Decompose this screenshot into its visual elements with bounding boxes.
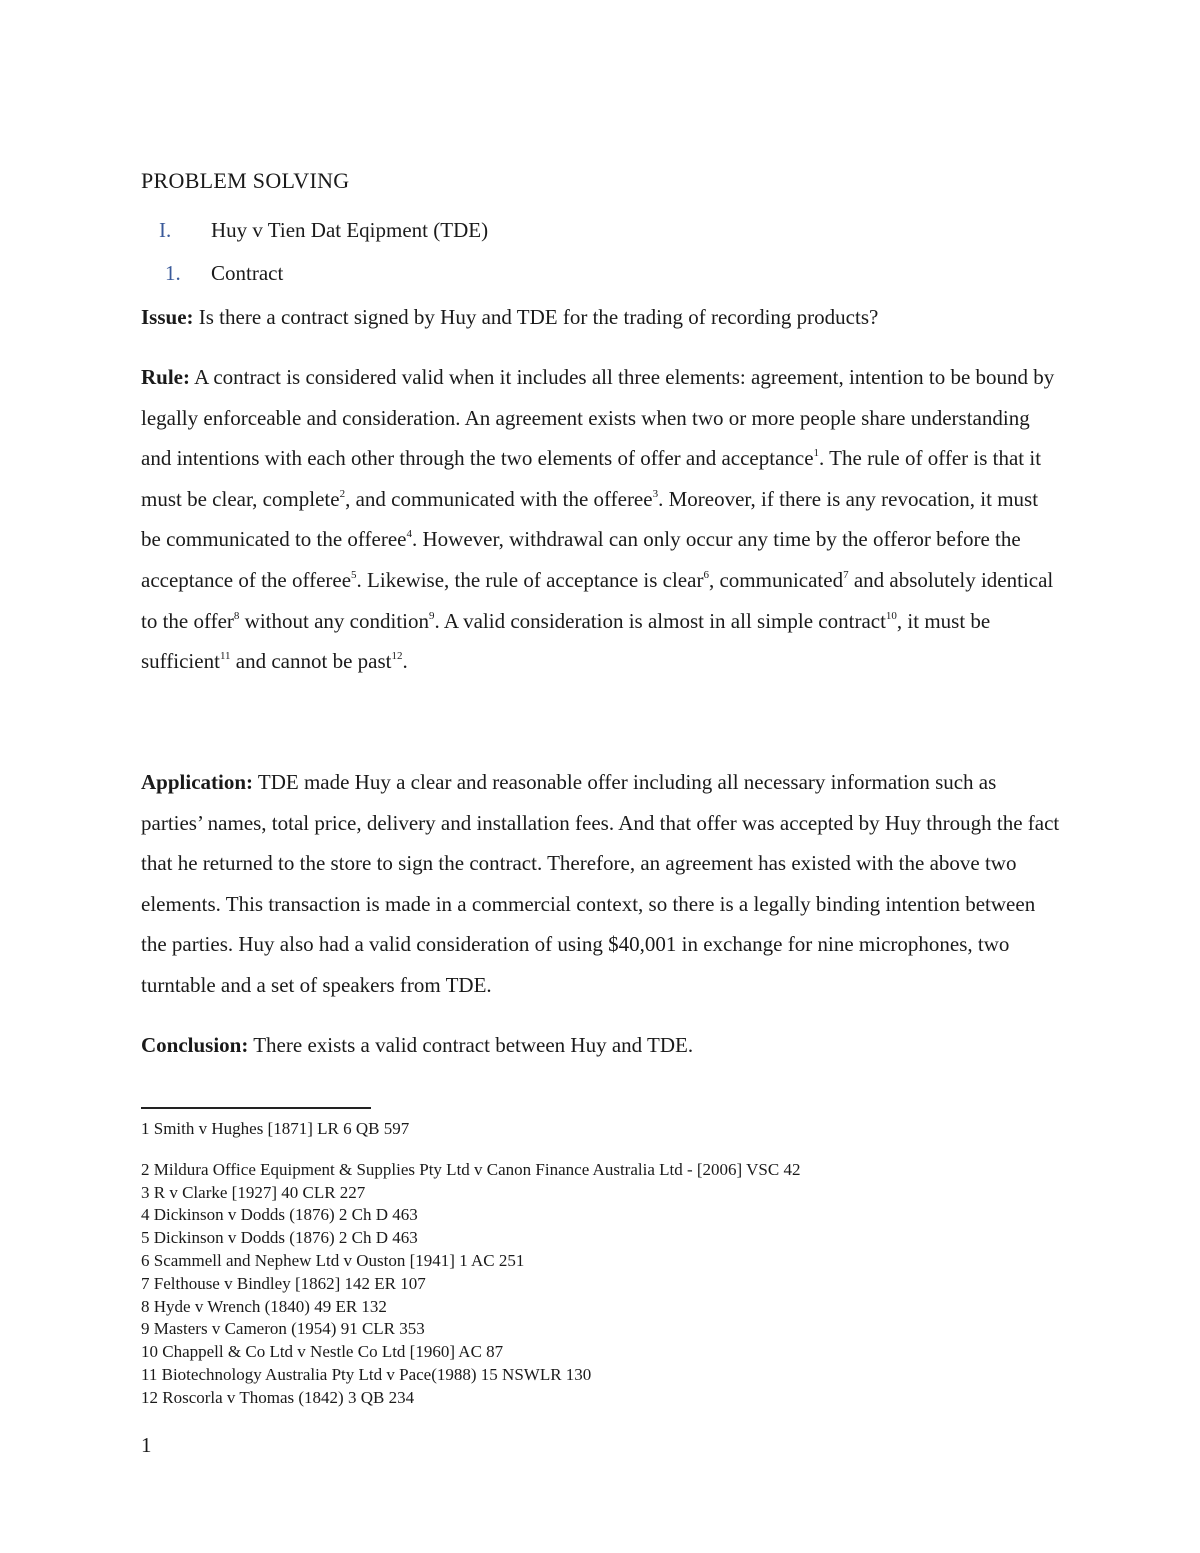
footnote-number: 3 bbox=[141, 1182, 150, 1202]
issue-label: Issue: bbox=[141, 305, 194, 329]
rule-text: . However, withdrawal can only occur any time by the offeror before the acceptance of the offeree bbox=[141, 527, 1021, 592]
footnote-item bbox=[141, 1341, 1141, 1364]
footnote-item bbox=[141, 1159, 1141, 1182]
footnote-text: R v Clarke [1927] 40 CLR 227 bbox=[153, 1182, 366, 1202]
footnote-text: Dickinson v Dodds (1876) 2 Ch D 463 bbox=[153, 1205, 418, 1225]
subsection-heading bbox=[141, 261, 1041, 286]
footnote-number: 7 bbox=[141, 1273, 150, 1293]
application-label: Application: bbox=[141, 770, 254, 794]
footnote-ref[interactable]: 2 bbox=[339, 487, 346, 500]
footnote-number: 5 bbox=[141, 1228, 150, 1248]
conclusion-label: Conclusion: bbox=[141, 1033, 249, 1057]
application-text: TDE made Huy a clear and reasonable offer including all necessary information such as parties’ names, total price, delivery and installation fees. And that offer was accepted by Huy through the fact that he returned to the store to sign the contract. Therefore, an agreement has existed with the above two elements. This transaction is made in a commercial context, so there is a legally binding intention between the parties. Huy also had a valid consideration of using $40,001 in exchange for nine microphones, two turntable and a set of speakers from TDE. bbox=[141, 770, 1060, 997]
conclusion-paragraph bbox=[141, 1025, 1061, 1066]
issue-paragraph bbox=[141, 297, 1061, 338]
footnote-ref[interactable]: 5 bbox=[351, 568, 357, 581]
footnote-text: Masters v Cameron (1954) 91 CLR 353 bbox=[153, 1319, 425, 1339]
rule-text: A contract is considered valid when it includes all three elements: agreement, intention to be bound by legally enforceable and consideration. An agreement exists when two or more people share understanding and intentions with each other through the two elements of offer and acceptance bbox=[141, 365, 1055, 471]
subsection-number: 1. bbox=[165, 261, 181, 285]
footnote-ref[interactable]: 3 bbox=[652, 487, 659, 500]
footnotes-list bbox=[141, 1118, 1141, 1410]
subsection-title: Contract bbox=[211, 261, 284, 285]
footnote-ref[interactable]: 4 bbox=[406, 528, 412, 541]
footnote-item bbox=[141, 1273, 1141, 1296]
rule-text: . Moreover, if there is any revocation, it must be communicated to the offeree bbox=[141, 486, 1039, 552]
footnote-text: Roscorla v Thomas (1842) 3 QB 234 bbox=[162, 1387, 415, 1407]
footnote-item bbox=[141, 1318, 1141, 1341]
rule-text: , communicated bbox=[708, 567, 844, 592]
footnote-number: 9 bbox=[141, 1319, 150, 1339]
rule-text: , it must be sufficient bbox=[141, 608, 991, 674]
footnote-number: 10 bbox=[141, 1342, 158, 1362]
page-number: 1 bbox=[141, 1433, 152, 1457]
footnote-number: 4 bbox=[141, 1205, 150, 1225]
footnote-ref[interactable]: 6 bbox=[703, 568, 709, 581]
rule-text: . bbox=[402, 649, 408, 674]
footnote-text: Chappell & Co Ltd v Nestle Co Ltd [1960] AC 87 bbox=[162, 1342, 504, 1362]
footnote-text: Smith v Hughes [1871] LR 6 QB 597 bbox=[153, 1119, 410, 1138]
footnote-ref[interactable]: 1 bbox=[813, 447, 820, 460]
page-title: PROBLEM SOLVING bbox=[141, 168, 350, 193]
footnote-number: 1 bbox=[141, 1119, 150, 1138]
footnote-text: Scammell and Nephew Ltd v Ouston [1941] 1 AC 251 bbox=[153, 1250, 525, 1270]
section-title: Huy v Tien Dat Eqipment (TDE) bbox=[211, 218, 489, 242]
footnote-number: 12 bbox=[141, 1387, 158, 1407]
footnote-ref[interactable]: 11 bbox=[219, 650, 231, 663]
footnote-text: Dickinson v Dodds (1876) 2 Ch D 463 bbox=[153, 1228, 418, 1248]
footnote-text: Hyde v Wrench (1840) 49 ER 132 bbox=[153, 1296, 387, 1316]
footnote-ref[interactable]: 10 bbox=[885, 609, 897, 622]
issue-text: Is there a contract signed by Huy and TDE for the trading of recording products? bbox=[193, 305, 879, 329]
footnote-number: 2 bbox=[141, 1159, 150, 1179]
footnote-separator bbox=[141, 1107, 371, 1109]
footnote-item bbox=[141, 1204, 1141, 1227]
section-number: I. bbox=[159, 218, 172, 242]
footnote-text: Biotechnology Australia Pty Ltd v Pace(1988) 15 NSWLR 130 bbox=[161, 1364, 592, 1384]
footnote-ref[interactable]: 9 bbox=[429, 609, 435, 622]
footnote-item bbox=[141, 1118, 1141, 1141]
footnote-number: 8 bbox=[141, 1296, 150, 1316]
footnote-number: 11 bbox=[141, 1364, 158, 1384]
rule-text: without any condition bbox=[239, 608, 429, 633]
rule-text: . The rule of offer is that it must be clear, complete bbox=[141, 446, 1042, 511]
application-paragraph bbox=[141, 762, 1061, 1006]
footnote-ref[interactable]: 8 bbox=[233, 609, 240, 622]
rule-text: and cannot be past bbox=[230, 649, 392, 674]
rule-paragraph bbox=[141, 357, 1061, 682]
footnote-number: 6 bbox=[141, 1250, 150, 1270]
conclusion-text: There exists a valid contract between Huy and TDE. bbox=[248, 1033, 694, 1057]
footnote-item bbox=[141, 1387, 1141, 1410]
footnote-text: Felthouse v Bindley [1862] 142 ER 107 bbox=[153, 1273, 426, 1293]
rule-text: , and communicated with the offeree bbox=[345, 486, 653, 511]
footnote-text: Mildura Office Equipment & Supplies Pty Ltd v Canon Finance Australia Ltd - [2006] VSC 42 bbox=[153, 1159, 801, 1179]
footnote-item bbox=[141, 1227, 1141, 1250]
footnote-ref[interactable]: 12 bbox=[391, 650, 403, 663]
rule-text: and absolutely identical to the offer bbox=[141, 567, 1054, 633]
section-heading bbox=[141, 218, 1041, 243]
footnote-ref[interactable]: 7 bbox=[843, 568, 849, 581]
footnote-item bbox=[141, 1364, 1141, 1387]
footnote-item bbox=[141, 1250, 1141, 1273]
rule-text: . A valid consideration is almost in all simple contract bbox=[434, 608, 886, 633]
footnote-item bbox=[141, 1296, 1141, 1319]
rule-text: . Likewise, the rule of acceptance is clear bbox=[356, 567, 704, 592]
footnote-item bbox=[141, 1182, 1141, 1205]
rule-label: Rule: bbox=[141, 365, 190, 389]
